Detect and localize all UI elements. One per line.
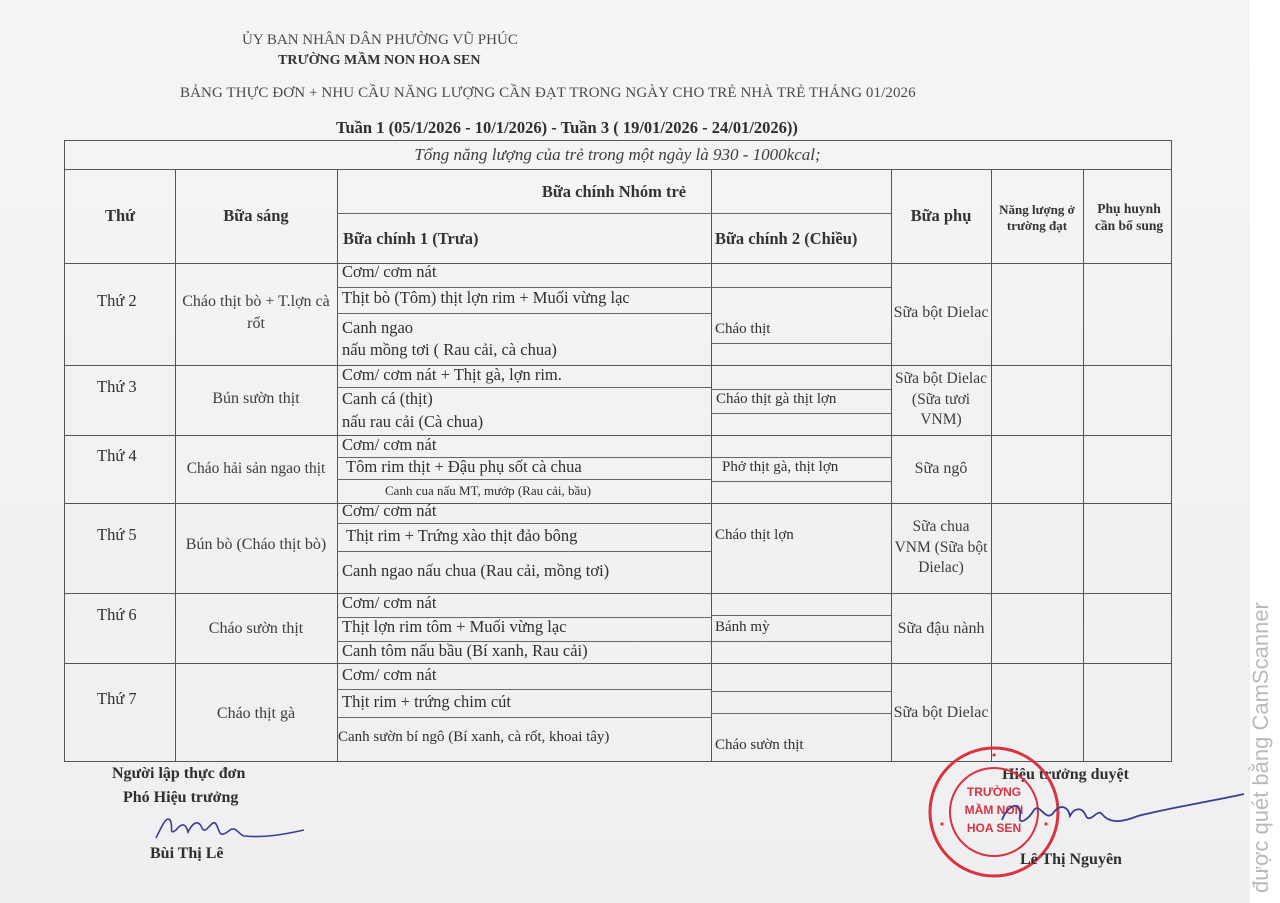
snack-cell: Sữa bột Dielac (Sữa tươi VNM) — [895, 369, 987, 429]
snack-cell: Sữa đậu nành — [897, 620, 985, 638]
breakfast-cell: Bún sườn thịt — [212, 390, 300, 408]
main2-cell: Cháo thịt lợn — [715, 527, 794, 543]
main1-line: Thịt bò (Tôm) thịt lợn rim + Muối vừng lạc — [342, 288, 630, 307]
breakfast-cell: Cháo hải sản ngao thịt — [186, 459, 326, 477]
row-divider — [65, 365, 1171, 366]
week-range: Tuần 1 (05/1/2026 - 10/1/2026) - Tuần 3 ( 19/01/2026 - 24/01/2026)) — [336, 118, 798, 137]
column-divider — [1083, 169, 1084, 761]
main1-line: Cơm/ cơm nát — [342, 435, 437, 454]
row-divider — [711, 641, 891, 642]
stamp-text-line: TRƯỜNG — [966, 785, 1022, 799]
row-divider — [65, 503, 1171, 504]
header-main-group: Bữa chính Nhóm trẻ — [541, 181, 687, 201]
day-cell: Thứ 3 — [97, 377, 137, 396]
row-divider — [337, 523, 711, 524]
row-divider — [337, 551, 711, 552]
main1-line: Tôm rim thịt + Đậu phụ sốt cà chua — [346, 457, 582, 476]
main1-line: Canh tôm nấu bầu (Bí xanh, Rau cải) — [342, 641, 588, 660]
header-day: Thứ — [104, 205, 136, 225]
left-signer-role: Phó Hiệu trưởng — [123, 789, 239, 806]
main1-line: Cơm/ cơm nát — [342, 665, 437, 684]
energy-note: Tổng năng lượng của trẻ trong một ngày là 930 - 1000kcal; — [414, 144, 821, 164]
school-name: TRƯỜNG MẦM NON HOA SEN — [278, 53, 481, 68]
main1-line: Canh cá (thịt) — [342, 389, 433, 408]
main2-cell: Cháo sườn thịt — [715, 737, 804, 753]
main1-line: nấu rau cải (Cà chua) — [342, 412, 484, 431]
snack-cell: Sữa bột Dielac — [893, 704, 989, 722]
row-divider — [337, 717, 711, 718]
left-signer-name: Bùi Thị Lê — [150, 845, 224, 862]
header-snack: Bữa phụ — [910, 205, 972, 225]
main2-cell: Cháo thịt gà thịt lợn — [716, 391, 837, 407]
row-divider — [711, 691, 891, 692]
main1-line: Canh sườn bí ngô (Bí xanh, cà rốt, khoai tây) — [338, 729, 610, 745]
scanner-watermark: được quét bằng CamScanner — [1248, 602, 1273, 893]
main1-line: Thịt lợn rim tôm + Muối vừng lạc — [342, 617, 567, 636]
left-signature-scribble — [146, 806, 308, 846]
main2-cell: Bánh mỳ — [715, 619, 770, 635]
main1-line: Cơm/ cơm nát — [342, 501, 437, 520]
left-signer-title: Người lập thực đơn — [112, 765, 246, 782]
authority-name: ỦY BAN NHÂN DÂN PHƯỜNG VŨ PHÚC — [242, 32, 518, 48]
snack-cell: Sữa chua VNM (Sữa bột Dielac) — [894, 517, 988, 577]
row-divider — [337, 479, 711, 480]
breakfast-cell: Cháo thịt bò + T.lợn cà rốt — [182, 293, 330, 332]
snack-cell: Sữa bột Dielac — [893, 304, 989, 322]
day-cell: Thứ 5 — [97, 525, 137, 544]
row-divider — [711, 615, 891, 616]
row-divider — [711, 343, 891, 344]
row-divider — [337, 213, 891, 214]
header-main1: Bữa chính 1 (Trưa) — [343, 228, 479, 248]
row-divider — [711, 713, 891, 714]
day-cell: Thứ 6 — [97, 605, 137, 624]
day-cell: Thứ 2 — [97, 291, 137, 310]
row-divider — [711, 413, 891, 414]
column-divider — [991, 169, 992, 761]
row-divider — [65, 435, 1171, 436]
column-divider — [337, 169, 338, 761]
day-cell: Thứ 7 — [97, 689, 137, 708]
main1-line: Canh ngao — [342, 318, 414, 337]
main1-line: Thịt rim + Trứng xào thịt đảo bông — [346, 526, 578, 545]
row-divider — [65, 593, 1171, 594]
main1-line: Canh ngao nấu chua (Rau cải, mồng tơi) — [342, 561, 610, 580]
snack-cell: Sữa ngô — [914, 460, 968, 478]
row-divider — [337, 387, 711, 388]
main1-line: Cơm/ cơm nát — [342, 593, 437, 612]
main1-line: Cơm/ cơm nát + Thịt gà, lợn rim. — [342, 365, 562, 384]
main1-line: Canh cua nấu MT, mướp (Rau cải, bầu) — [385, 483, 592, 498]
row-divider — [65, 663, 1171, 664]
main1-line: Thịt rim + trứng chim cút — [342, 692, 512, 711]
main2-cell: Cháo thịt — [715, 321, 771, 337]
header-energy: Năng lượng ở trường đạt — [999, 201, 1075, 233]
day-cell: Thứ 4 — [97, 446, 137, 465]
row-divider — [337, 313, 711, 314]
row-divider — [711, 389, 891, 390]
stamp-text-line: HOA SEN — [966, 821, 1022, 835]
row-divider — [65, 263, 1171, 264]
main1-line: nấu mồng tơi ( Rau cải, cà chua) — [342, 340, 557, 359]
main2-cell: Phở thịt gà, thịt lợn — [722, 459, 839, 475]
right-signer-title: Hiệu trưởng duyệt — [1002, 766, 1129, 783]
document-title: BẢNG THỰC ĐƠN + NHU CẦU NĂNG LƯỢNG CẦN ĐẠT TRONG NGÀY CHO TRẺ NHÀ TRẺ THÁNG 01/2026 — [180, 85, 916, 101]
main1-line: Cơm/ cơm nát — [342, 262, 437, 281]
breakfast-cell: Bún bò (Cháo thịt bò) — [185, 536, 327, 554]
row-divider — [711, 457, 891, 458]
breakfast-cell: Cháo sườn thịt — [208, 620, 304, 638]
breakfast-cell: Cháo thịt gà — [216, 705, 296, 723]
right-signature-scribble — [998, 790, 1248, 840]
stamp-text-line: MẦM NON — [964, 803, 1024, 817]
header-parents: Phụ huynh cần bổ sung — [1094, 201, 1164, 233]
right-signer-name: Lê Thị Nguyên — [1020, 851, 1122, 868]
header-breakfast: Bữa sáng — [223, 205, 289, 225]
row-divider — [337, 689, 711, 690]
menu-table — [64, 140, 1172, 762]
row-divider — [711, 481, 891, 482]
header-main2: Bữa chính 2 (Chiều) — [715, 228, 858, 248]
column-divider — [711, 169, 712, 761]
row-divider — [711, 287, 891, 288]
